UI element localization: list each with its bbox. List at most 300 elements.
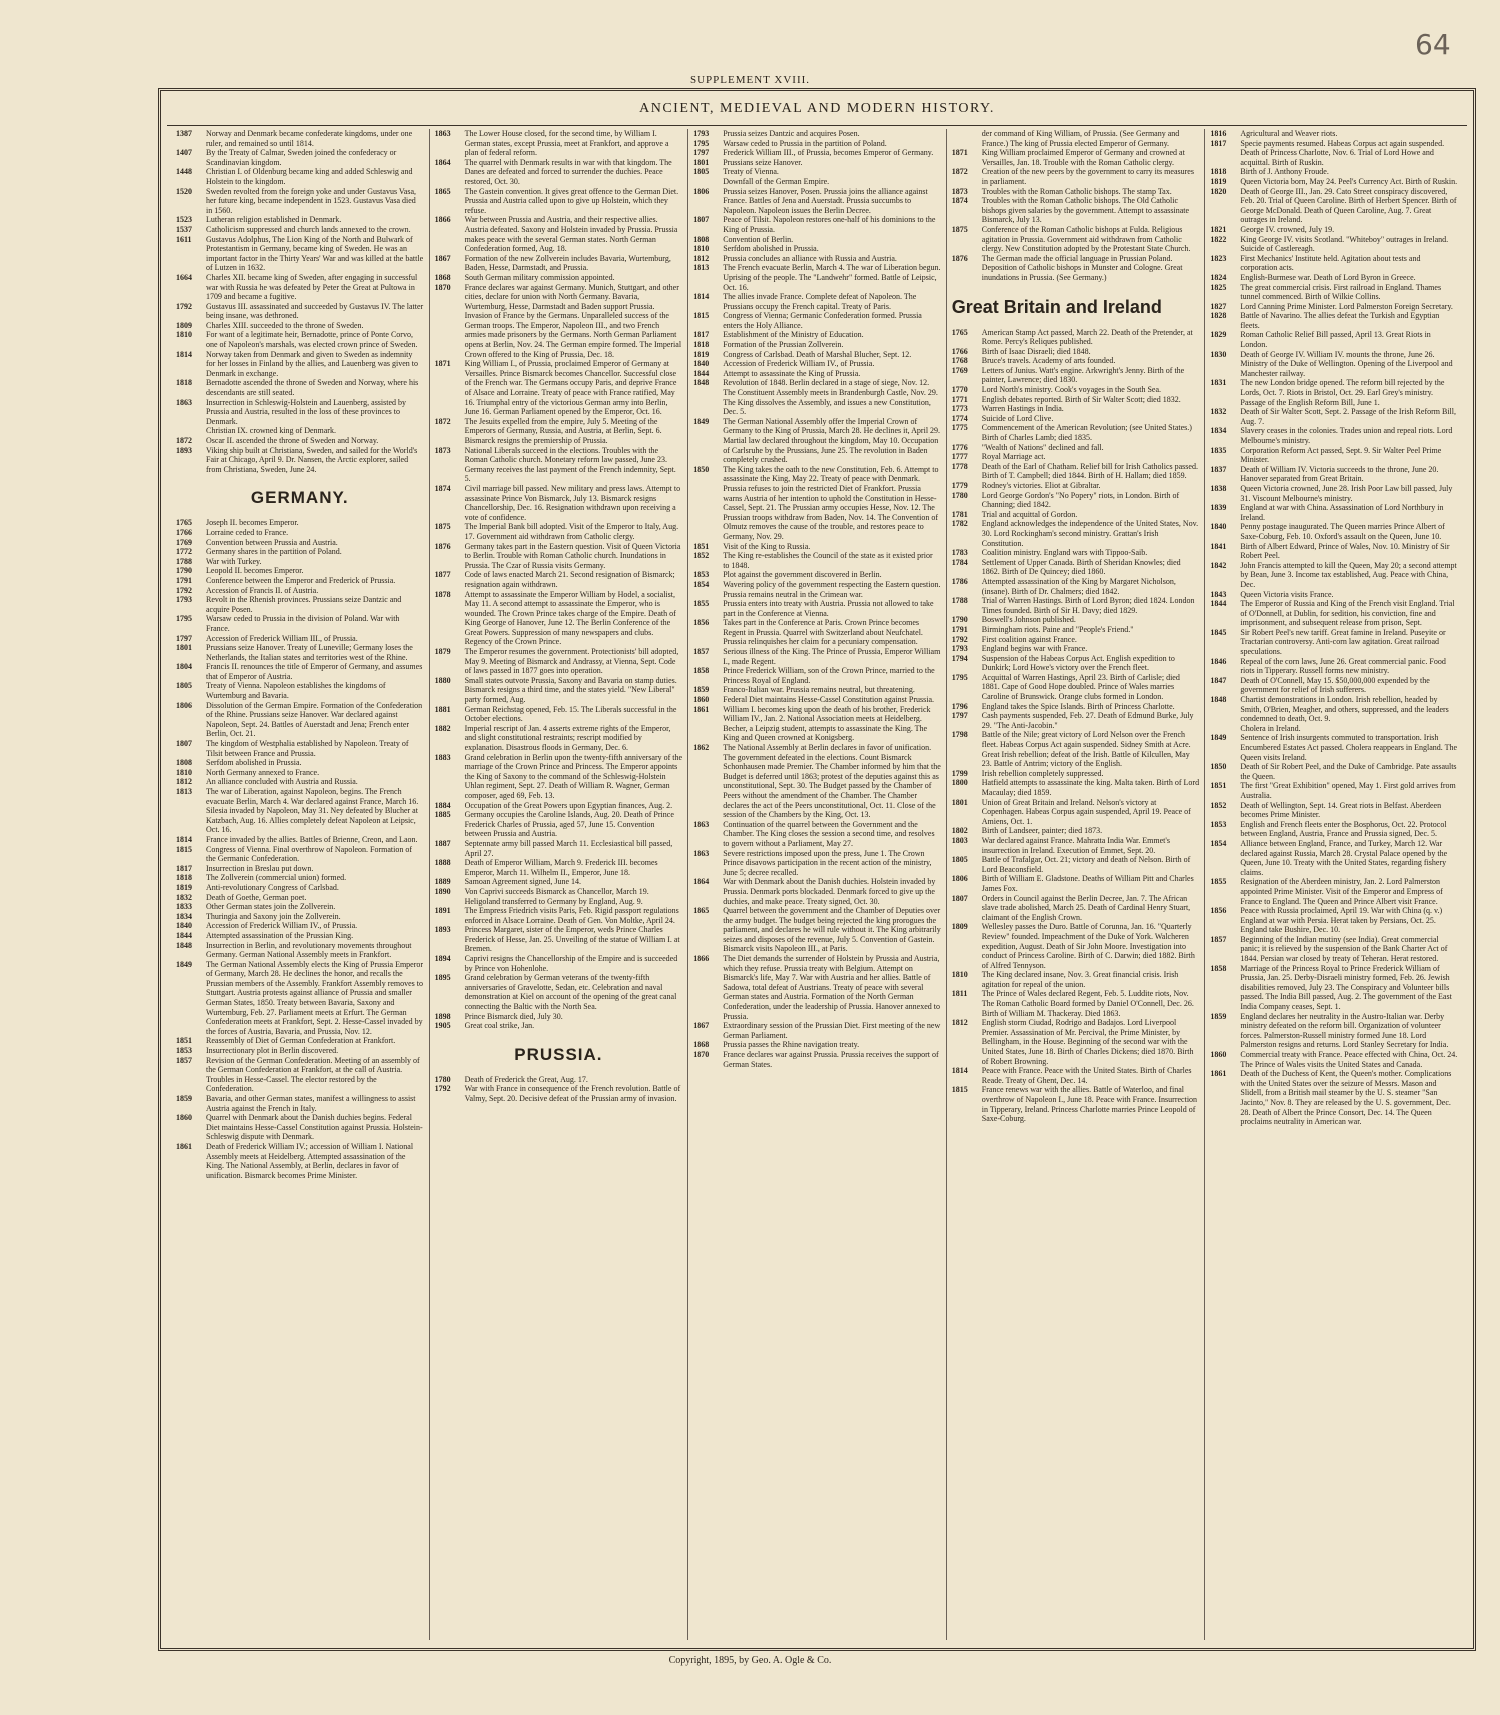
entry-text: Corporation Reform Act passed, Sept. 9. Sir Walter Peel Prime Minister. (1240, 445, 1442, 465)
entry-text: Prince Bismarck died, July 30. (464, 1011, 563, 1021)
entry-year: 1829 (1210, 330, 1227, 340)
timeline-entry (1210, 695, 1458, 724)
entry-text: Princess Margaret, sister of the Emperor, weds Prince Charles Frederick of Hesse, Jan. 25. Unveiling of the statue of William I. at Bremen. (464, 925, 680, 954)
entry-text: Suspension of the Habeas Corpus Act. English expedition to Dunkirk; Lord Howe's victory over the French fleet. (981, 653, 1175, 673)
entry-year: 1793 (176, 595, 192, 605)
entry-text: Downfall of the German Empire. (723, 176, 830, 186)
entry-year (952, 129, 982, 148)
entry-year: 1819 (693, 349, 710, 359)
entry-text: Accession of Frederick William III., of Prussia. (206, 633, 358, 643)
timeline-entry (435, 484, 683, 522)
entry-year: 1857 (1210, 934, 1227, 944)
entry-text: Anti-revolutionary Congress of Carlsbad. (206, 882, 339, 892)
timeline-entry (952, 836, 1200, 855)
entry-year: 1808 (176, 758, 192, 768)
entry-year: 1864 (434, 157, 451, 167)
timeline-entry (952, 730, 1200, 768)
timeline-entry (952, 452, 1200, 462)
timeline-entry (1210, 542, 1458, 561)
timeline-entry (1210, 273, 1458, 283)
timeline-entry (1210, 465, 1458, 484)
entry-year: 1795 (951, 672, 968, 682)
timeline-entry (176, 1113, 424, 1142)
timeline-entry (176, 634, 424, 644)
entry-year: 1771 (951, 394, 968, 404)
entry-text: Wavering policy of the government respecting the Eastern question. Prussia remains neutral in the Crimean war. (723, 579, 941, 599)
entry-year: 1841 (1210, 541, 1227, 551)
timeline-entry (1210, 302, 1458, 312)
entry-text: Bruce's travels. Academy of arts founded. (981, 356, 1116, 366)
timeline-entry (176, 614, 424, 633)
entry-text: The Prince of Wales declared Regent, Feb. 5. Luddite riots, Nov. The Roman Catholic Board formed by Daniel O'Connell, Dec. 26. Birth of William M. Thackeray. Died 1863. (981, 989, 1194, 1018)
entry-year: 1770 (951, 385, 968, 395)
entry-year: 1786 (951, 576, 968, 586)
timeline-entry (176, 187, 424, 216)
timeline-entry (952, 167, 1200, 186)
entry-text: Bernadotte ascended the throne of Sweden and Norway, where his descendants are still seated. (206, 378, 419, 398)
entry-text: Serious illness of the King. The Prince of Prussia, Emperor William I., made Regent. (723, 647, 941, 666)
entry-year: 1765 (951, 327, 968, 337)
timeline-entry (952, 1085, 1200, 1123)
entry-text: English and French fleets enter the Bosphorus, Oct. 22. Protocol between England, Austria, France and Prussia signed, Dec. 5. (1240, 819, 1447, 839)
entry-year: 1843 (1210, 589, 1227, 599)
entry-text: Gustavus III. assassinated and succeeded by Gustavus IV. The latter being insane, was dethroned. (206, 301, 424, 321)
timeline-entry (952, 855, 1200, 874)
entry-year: 1851 (1210, 781, 1227, 791)
entry-year: 1820 (1210, 186, 1227, 196)
entry-text: Queen Victoria crowned, June 28. Irish Poor Law bill passed, July 31. Viscount Melbourne's ministry. (1240, 483, 1453, 503)
timeline-entry (693, 877, 941, 906)
entry-year: 1849 (176, 959, 192, 969)
entry-year: 1799 (951, 768, 968, 778)
entry-text: Prussians seize Hanover. Treaty of Luneville; Germany loses the Netherlands, the Italian states and territories west of the Rhine. (206, 643, 413, 662)
entry-text: The Imperial Bank bill adopted. Visit of the Emperor to Italy, Aug. 17. Government aid withdrawn from Catholic clergy. (464, 522, 679, 541)
timeline-entry (1210, 1012, 1458, 1050)
entry-year: 1875 (434, 522, 451, 532)
entry-year: 1860 (1210, 1050, 1227, 1059)
entry-text: Attempt to assassinate the Emperor William by Hodel, a socialist, May 11. A second attempt to assassinate the Emperor, who is wounded. The Crown Prince takes charge of the Empire. Death of King George of Hanover, June 12. The Berlin Conference of the Great Powers. Suppression of many newspapers and clubs. Regency of the Crown Prince. (464, 589, 676, 647)
entry-text: Conference of the Roman Catholic bishops at Fulda. Religious agitation in Prussia. Government aid withdrawn from Catholic clergy. New Constitution adopted by the Protestant State Church. (981, 224, 1191, 254)
entry-year: 1793 (951, 644, 968, 654)
entry-year: 1840 (1210, 522, 1227, 532)
timeline-entry (1210, 762, 1458, 781)
timeline-entry (952, 970, 1200, 989)
timeline-entry (176, 739, 424, 758)
timeline-entry (952, 491, 1200, 510)
timeline-entry (1210, 426, 1458, 445)
timeline-entry (952, 874, 1200, 893)
timeline-entry (176, 787, 424, 835)
entry-year: 1803 (951, 835, 968, 845)
entry-text: Convention between Prussia and Austria. (206, 537, 338, 547)
entry-year: 1832 (1210, 407, 1227, 417)
entry-text: Boswell's Johnson published. (981, 615, 1076, 625)
entry-year: 1791 (176, 575, 192, 585)
history-column (687, 129, 946, 1640)
timeline-entry (1210, 628, 1458, 657)
timeline-entry (693, 187, 941, 216)
entry-text: Trial and acquittal of Gordon. (981, 509, 1078, 519)
section-heading: GERMANY. (250, 488, 349, 508)
entry-year: 1805 (951, 855, 968, 865)
entry-text: Charles XII. became king of Sweden, after engaging in successful war with Russia he was defeated by Peter the Great at Pultowa in 1709 and became a fugitive. (206, 272, 418, 302)
entry-year: 1872 (951, 167, 968, 177)
entry-year: 1861 (176, 1141, 192, 1151)
entry-year: 1811 (951, 989, 968, 999)
entry-year: 1448 (176, 167, 192, 177)
entry-year: 1832 (176, 892, 192, 902)
timeline-entry (693, 215, 941, 234)
timeline-entry (952, 481, 1200, 491)
timeline-entry (952, 922, 1200, 970)
entry-year: 1817 (693, 330, 710, 340)
timeline-entry (952, 625, 1200, 635)
timeline-entry (693, 666, 941, 685)
timeline-entry (952, 548, 1200, 558)
timeline-entry (176, 768, 424, 778)
timeline-entry (435, 522, 683, 541)
entry-year: 1777 (951, 452, 968, 462)
entry-year: 1844 (176, 930, 192, 940)
entry-year: 1872 (176, 436, 192, 445)
entry-year: 1850 (693, 464, 710, 474)
timeline-entry (1210, 407, 1458, 426)
timeline-entry (176, 547, 424, 557)
entry-year: 1814 (176, 349, 192, 359)
entry-year: 1852 (693, 551, 710, 561)
entry-text: Battle of Navarino. The allies defeat the Turkish and Egyptian fleets. (1240, 311, 1440, 330)
entry-text: Revolution of 1848. Berlin declared in a stage of siege, Nov. 12. The Constituent Assembly meets in Brandenburgh Castle, Nov. 29. The King dissolves the Assembly, and issues a new Constitution, Dec. 5. (723, 378, 938, 417)
entry-text: Union of Great Britain and Ireland. Nelson's victory at Copenhagen. Habeas Corpus again suspended, April 19. Peace of Amiens, Oct. 1. (981, 797, 1191, 826)
entry-text: Insurrection in Berlin, and revolutionary movements throughout Germany. German National Assembly meets in Frankfort. (206, 940, 412, 960)
entry-year: 1815 (176, 844, 192, 854)
timeline-entry (952, 635, 1200, 645)
timeline-entry (952, 395, 1200, 405)
entry-text: Agricultural and Weaver riots. (1240, 129, 1338, 138)
timeline-entry (952, 385, 1200, 395)
entry-text: Extraordinary session of the Prussian Diet. First meeting of the new German Parliament. (723, 1021, 941, 1040)
entry-text: First Mechanics' Institute held. Agitation about tests and corporation acts. (1240, 253, 1421, 273)
timeline-entry (952, 1066, 1200, 1085)
entry-year: 1812 (951, 1018, 968, 1028)
entry-year: 1774 (951, 413, 968, 423)
entry-text: Attempted assassination of the King by Margaret Nicholson, (insane). Birth of Dr. Chalmers; died 1842. (981, 576, 1176, 596)
timeline-entry (435, 887, 683, 906)
timeline-entry (1210, 311, 1458, 330)
timeline-entry (435, 801, 683, 811)
entry-text: Death of Frederick William IV.; accession of William I. National Assembly meets at Heidelberg. Attempted assassination of the King. The National Assembly, at Berlin, declares in favor of unification. Bismarck becomes Prime Minister. (206, 1141, 414, 1180)
entry-year: 1860 (176, 1113, 192, 1123)
timeline-entry (176, 215, 424, 225)
timeline-entry (176, 845, 424, 864)
entry-year: 1800 (951, 778, 968, 788)
entry-year: 1790 (176, 566, 192, 576)
timeline-entry (1210, 906, 1458, 935)
entry-year: 1810 (176, 767, 192, 777)
timeline-entry (693, 685, 941, 695)
timeline-entry (1210, 225, 1458, 235)
entry-text: der command of King William, of Prussia. (See Germany and France.) The king of Prussia elected Emperor of Germany. (981, 129, 1180, 148)
entry-year: 1847 (1210, 675, 1227, 685)
timeline-entry (176, 758, 424, 768)
timeline-entry (1210, 1050, 1458, 1069)
entry-year: 1825 (1210, 282, 1227, 292)
timeline-entry (693, 340, 941, 350)
timeline-entry (176, 835, 424, 845)
entry-text: Sentence of Irish insurgents commuted to transportation. Irish Encumbered Estates Act passed. Cholera reappears in England. The Queen visits Ireland. (1240, 733, 1458, 762)
timeline-entry (176, 518, 424, 528)
entry-year: 1795 (693, 138, 710, 148)
entry-text: Cholera in Ireland. (1240, 723, 1301, 733)
entry-text: Suicide of Lord Clive. (981, 413, 1054, 423)
entry-year: 1537 (176, 224, 192, 234)
timeline-entry (1210, 561, 1458, 590)
entry-year: 1807 (693, 215, 710, 225)
entry-year: 1792 (176, 301, 192, 311)
entry-year: 1861 (1210, 1069, 1227, 1079)
entry-year: 1797 (693, 148, 710, 158)
entry-text: Slavery ceases in the colonies. Trades union and repeal riots. Lord Melbourne's ministry. (1240, 426, 1453, 445)
entry-year: 1862 (693, 743, 710, 752)
entry-year: 1823 (1210, 253, 1227, 263)
entry-text: North Germany annexed to France. (206, 767, 320, 777)
entry-year: 1857 (176, 1055, 192, 1065)
entry-text: Prussia enters into treaty with Austria. Prussia not allowed to take part in the Conference at Vienna. (723, 599, 934, 618)
entry-text: Conference between the Emperor and Frederick of Prussia. (206, 575, 396, 585)
entry-year: 1846 (1210, 656, 1227, 666)
entry-text: Germany occupies the Caroline Islands, Aug. 20. Death of Prince Frederick Charles of Prussia, aged 57, June 15. Convention between Prussia and Austria. (464, 810, 674, 839)
entry-year: 1898 (434, 1011, 451, 1021)
entry-text: Francis II. renounces the title of Emperor of Germany, and assumes that of Emperor of Austria. (206, 662, 423, 681)
entry-year: 1867 (434, 253, 451, 263)
entry-text: England at war with China. Assassination of Lord Northbury in Ireland. (1240, 503, 1444, 522)
timeline-entry (1210, 283, 1458, 302)
entry-year: 1815 (951, 1085, 968, 1095)
entry-year: 1814 (951, 1066, 968, 1076)
entry-text: Continuation of the quarrel between the Government and the Chamber. The King closes the session a second time, and resolves to govern without a Parliament, May 27. (723, 819, 935, 848)
entry-year: 1766 (176, 527, 192, 537)
entry-year: 1863 (434, 129, 451, 138)
timeline-entry (952, 577, 1200, 596)
entry-year: 1850 (1210, 762, 1227, 772)
entry-text: "Wealth of Nations" declined and fall. (981, 442, 1104, 452)
entry-year (176, 426, 206, 436)
entry-text: Orders in Council against the Berlin Decree, Jan. 7. The African slave trade abolished, March 25. Death of Cardinal Henry Stuart, claimant of the English Crown. (981, 893, 1191, 922)
entry-text: Birth of Albert Edward, Prince of Wales, Nov. 10. Ministry of Sir Robert Peel. (1240, 541, 1450, 561)
entry-year: 1791 (951, 624, 968, 634)
timeline-entry (952, 519, 1200, 548)
timeline-entry (693, 820, 941, 849)
timeline-entry (1210, 1069, 1458, 1127)
timeline-entry (176, 350, 424, 379)
timeline-entry (435, 906, 683, 925)
entry-text: South German military commission appointed. (464, 272, 615, 282)
timeline-entry (693, 705, 941, 743)
entry-year: 1873 (951, 186, 968, 196)
timeline-entry (1210, 484, 1458, 503)
timeline-entry (693, 1040, 941, 1050)
entry-year: 1848 (1210, 695, 1227, 705)
entry-text: Franco-Italian war. Prussia remains neutral, but threatening. (723, 685, 915, 695)
entry-text: Peace with France. Peace with the United States. Birth of Charles Reade. Treaty of Ghent, Dec. 14. (981, 1066, 1192, 1085)
entry-text: Prussians seize Hanover. (723, 157, 803, 167)
timeline-entry (1210, 935, 1458, 964)
entry-text: Repeal of the corn laws, June 26. Great commercial panic. Food riots in Tipperary. Russell forms new ministry. (1240, 656, 1446, 676)
timeline-entry (176, 235, 424, 273)
timeline-entry (952, 225, 1200, 254)
entry-text: Quarrel with Denmark about the Danish duchies begins. Federal Diet maintains Hesse-Cassel Constitution against Prussia. Holstein-Schleswig dispute with Denmark. (206, 1113, 423, 1142)
entry-year: 1840 (693, 359, 710, 369)
entry-text: Death of George IV. William IV. mounts the throne, June 26. Ministry of the Duke of Wellington. Opening of the Liverpool and Manchester railway. (1240, 349, 1453, 378)
entry-text: Visit of the King to Russia. (723, 541, 811, 551)
timeline-entry (176, 921, 424, 931)
entry-year: 1765 (176, 518, 192, 528)
entry-year: 1769 (176, 537, 192, 547)
entry-text: Formation of the new Zollverein includes Bavaria, Wurtemburg, Baden, Hesse, Darmstadt, and Prussia. (464, 253, 671, 273)
entry-year: 1766 (951, 346, 968, 356)
entry-year: 1894 (434, 954, 451, 964)
entry-year: 1834 (176, 911, 192, 921)
timeline-entry (176, 330, 424, 349)
timeline-entry (1210, 801, 1458, 820)
timeline-entry (1210, 139, 1458, 168)
entry-text: Troubles with the Roman Catholic bishops. The stamp Tax. (981, 186, 1172, 196)
entry-year: 1844 (1210, 599, 1227, 609)
entry-text: Congress of Carlsbad. Death of Marshal Blucher, Sept. 12. (723, 349, 912, 359)
entry-text: Death of the Duchess of Kent, the Queen's mother. Complications with the United States over the seizure of Messrs. Mason and Slidell, from a British mail steamer by the U. S. steamer "San Jacinto," Nov. 8. They are released by the U. S. government, Dec. 28. Death of Albert the Prince Consort, Dec. 14. The Queen proclaims neutrality in American war. (1240, 1069, 1452, 1127)
entry-text: The Empress Friedrich visits Paris, Feb. Rigid passport regulations enforced in Alsace Lorraine. Death of Gen. Von Moltke, April 24. (464, 906, 679, 925)
entry-text: Christian I. of Oldenburg became king and added Schleswig and Holstein to the kingdom. (206, 167, 413, 186)
timeline-entry (693, 235, 941, 245)
entry-text: Attempted assassination of the Prussian King. (206, 930, 354, 940)
timeline-entry (1210, 129, 1458, 139)
section-heading: PRUSSIA. (514, 1044, 603, 1064)
entry-text: Sweden revolted from the foreign yoke and under Gustavus Vasa, her future king, became independent in 1523. Gustavus Vasa died in 1560. (206, 186, 417, 215)
timeline-entry (693, 618, 941, 647)
entry-year: 1818 (693, 340, 710, 350)
entry-year: 1776 (951, 442, 968, 452)
entry-year: 1891 (434, 906, 451, 916)
entry-text: Settlement of Upper Canada. Birth of Sheridan Knowles; died 1862. Birth of De Quincey; died 1860. (981, 557, 1181, 577)
entry-year: 1840 (176, 921, 192, 931)
entry-year: 1868 (693, 1040, 710, 1050)
entry-year: 1813 (693, 263, 710, 273)
entry-year: 1838 (1210, 483, 1227, 493)
timeline-entry (176, 426, 424, 436)
entry-text: Rodney's victories. Eliot at Gibraltar. (981, 481, 1101, 490)
entry-text: Birth of J. Anthony Froude. (1240, 167, 1329, 177)
page-title: ANCIENT, MEDIEVAL AND MODERN HISTORY. (639, 101, 995, 116)
timeline-entry (176, 960, 424, 1037)
entry-year: 1839 (1210, 503, 1227, 513)
entry-year: 1788 (951, 596, 968, 606)
entry-text: Catholicism suppressed and church lands annexed to the crown. (206, 224, 411, 234)
entry-year: 1817 (176, 863, 192, 873)
entry-text: Queen Victoria born, May 24. Peel's Currency Act. Birth of Ruskin. (1240, 176, 1458, 186)
entry-text: Prussia concludes an alliance with Russia and Austria. (723, 253, 897, 263)
entry-text: The Lower House closed, for the second time, by William I. German states, except Prussia, meet at Frankfort, and approve a plan of federal reform. (464, 129, 669, 158)
entry-text: France invaded by the allies. Battles of Brienne, Creon, and Laon. (206, 834, 418, 844)
entry-text: The Zollverein (commercial union) formed. (206, 873, 347, 883)
entry-year: 1870 (693, 1050, 710, 1059)
timeline-entry (176, 273, 424, 302)
entry-year: 1874 (434, 483, 451, 493)
timeline-entry (952, 404, 1200, 414)
timeline-entry (435, 676, 683, 705)
timeline-entry (693, 580, 941, 599)
entry-text: Hatfield attempts to assassinate the king. Malta taken. Birth of Lord Macaulay; died 1859. (981, 778, 1200, 797)
entry-year: 1813 (176, 787, 192, 796)
timeline-entry (952, 196, 1200, 225)
entry-text: Royal Marriage act. (981, 452, 1046, 462)
entry-text: Penny postage inaugurated. The Queen marries Prince Albert of Saxe-Coburg, Feb. 10. Oxford's assault on the Queen, June 10. (1240, 522, 1445, 541)
entry-text: Quarrel between the government and the Chamber of Deputies over the army budget. The budget being rejected the king prorogues the parliament, and declares he will rule without it. The King arbitrarily seizes and disposes of the revenue, July 5. Convention of Gastein. Bismarck visits Napoleon III., at Paris. (723, 906, 941, 954)
timeline-entry (952, 596, 1200, 615)
entry-text: War with Turkey. (206, 556, 262, 566)
entry-text: Joseph II. becomes Emperor. (206, 518, 299, 528)
timeline-entry (435, 973, 683, 1011)
entry-text: Death of George III., Jan. 29. Cato Street conspiracy discovered, Feb. 20. Trial of Queen Caroline. Birth of Herbert Spencer. Birth of George McDonald. Death of Queen Caroline, Aug. 7. Great outrages in Ireland. (1240, 186, 1457, 225)
entry-year: 1834 (1210, 426, 1227, 436)
entry-year: 1854 (1210, 838, 1227, 848)
timeline-entry (693, 263, 941, 292)
entry-year: 1818 (176, 873, 192, 883)
entry-year: 1884 (434, 800, 451, 810)
entry-year: 1859 (176, 1094, 192, 1103)
entry-text: By the Treaty of Calmar, Sweden joined the confederacy or Scandinavian kingdom. (206, 148, 397, 167)
entry-year: 1856 (1210, 906, 1227, 916)
entry-text: Norway and Denmark became confederate kingdoms, under one ruler, and remained so until 1814. (206, 129, 413, 148)
entry-text: Lord North's ministry. Cook's voyages in the South Sea. (981, 385, 1162, 395)
entry-text: War with Denmark about the Danish duchies. Holstein invaded by Prussia. Denmark ports blockaded. Denmark forced to give up the duchies, and make peace. Treaty signed, Oct. 30. (723, 877, 936, 906)
timeline-entry (176, 941, 424, 960)
timeline-entry (1210, 877, 1458, 906)
entry-text: Roman Catholic Relief Bill passed, April 13. Great Riots in London. (1240, 330, 1431, 350)
entry-year: 1795 (176, 614, 192, 624)
entry-year: 1887 (434, 838, 451, 848)
entry-text: Sir Robert Peel's new tariff. Great famine in Ireland. Puseyite or Tractarian controversy. Anti-corn law agitation. Great railroad speculations. (1240, 627, 1446, 657)
timeline-entry (435, 417, 683, 446)
entry-year: 1814 (176, 834, 192, 844)
timeline-entry (693, 292, 941, 311)
timeline-entry (176, 777, 424, 787)
timeline-entry (1210, 350, 1458, 379)
entry-year: 1802 (951, 826, 968, 836)
timeline-entry (693, 417, 941, 465)
timeline-entry (693, 167, 941, 177)
entry-text: For want of a legitimate heir, Bernadotte, prince of Ponte Corvo, one of Napoleon's marshals, was elected crown prince of Sweden. (206, 330, 418, 350)
entry-year: 1865 (434, 186, 451, 196)
timeline-entry (693, 359, 941, 369)
entry-year: 1812 (176, 777, 192, 787)
entry-text: Accession of Frederick William IV., of Prussia. (723, 359, 875, 369)
entry-year: 1810 (951, 970, 968, 980)
timeline-entry (435, 839, 683, 858)
entry-text: War between Prussia and Austria, and their respective allies. Austria defeated. Saxony and Holstein invaded by Prussia. Prussia makes peace with the several German states. North German Confederation formed, Aug. 18. (464, 215, 678, 254)
entry-year: 1793 (693, 129, 710, 138)
entry-text: The French evacuate Berlin, March 4. The war of Liberation begun. Uprising of the people. The "Landwehr" formed. Battle of Leipsic, Oct. 16. (723, 263, 941, 292)
entry-year: 1861 (693, 704, 710, 714)
entry-text: Serfdom abolished in Prussia. (206, 758, 302, 768)
entry-text: The first "Great Exhibition" opened, May 1. First gold arrives from Australia. (1240, 781, 1456, 800)
entry-text: Death of Goethe, German poet. (206, 892, 307, 902)
entry-year: 1816 (1210, 129, 1227, 138)
timeline-entry (176, 446, 424, 475)
entry-text: Death of Sir Robert Peel, and the Duke of Cambridge. Pate assaults the Queen. (1240, 762, 1457, 781)
section-heading: Great Britain and Ireland (951, 296, 1162, 317)
entry-text: The King declared insane, Nov. 3. Great financial crisis. Irish agitation for repeal of the union. (981, 970, 1179, 989)
timeline-entry (693, 378, 941, 416)
